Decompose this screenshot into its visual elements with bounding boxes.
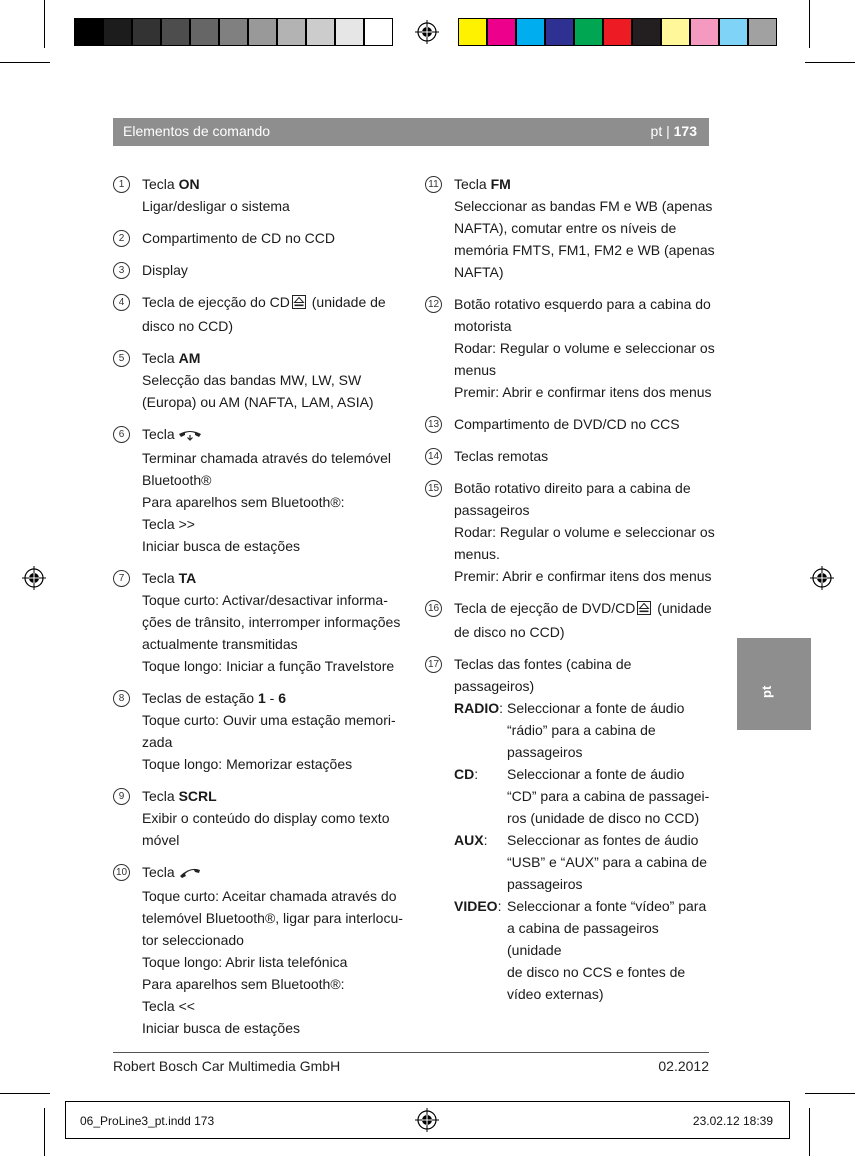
text-fragment: Seleccionar a fonte “vídeo” para <box>507 898 707 914</box>
item-line <box>454 565 715 587</box>
left-column <box>113 173 403 1049</box>
item-line <box>454 413 715 435</box>
item-line <box>142 861 403 885</box>
color-swatch <box>248 18 277 46</box>
text-fragment: Para aparelhos sem Bluetooth®: <box>142 494 345 510</box>
text-fragment: ros (unidade de disco no CCD) <box>507 810 700 826</box>
text-fragment: “CD” para a cabina de passagei- <box>507 788 710 804</box>
source-definition <box>454 829 715 895</box>
text-fragment: tor seleccionado <box>142 932 244 948</box>
text-fragment: Tecla <box>142 788 179 804</box>
item-number-badge: 3 <box>113 262 130 279</box>
text-fragment: actualmente transmitidas <box>142 636 298 652</box>
item-line <box>142 633 403 655</box>
item-line <box>142 347 403 369</box>
slug-timestamp: 23.02.12 18:39 <box>692 1114 773 1128</box>
text-fragment: Iniciar busca de estações <box>142 1020 300 1036</box>
list-item <box>425 597 715 643</box>
color-swatch <box>516 18 545 46</box>
item-line <box>454 543 715 565</box>
slug-filename: 06_ProLine3_pt.indd 173 <box>80 1114 215 1128</box>
text-fragment: Toque longo: Iniciar a função Travelstore <box>142 658 395 674</box>
item-line <box>454 261 715 283</box>
item-line <box>142 929 403 951</box>
text-fragment: “USB” e “AUX” para a cabina de <box>507 854 707 870</box>
crop-mark <box>809 0 810 48</box>
list-item <box>425 445 715 467</box>
text-fragment: Tecla <box>142 570 179 586</box>
text-fragment: Exibir o conteúdo do display como texto <box>142 810 390 826</box>
item-line <box>142 687 403 709</box>
list-item <box>113 347 403 413</box>
color-swatch <box>132 18 161 46</box>
text-fragment: Toque longo: Abrir lista telefónica <box>142 954 348 970</box>
key-label: TA <box>178 570 197 586</box>
footer-company: Robert Bosch Car Multimedia GmbH <box>113 1058 341 1074</box>
text-fragment: móvel <box>142 832 180 848</box>
item-number-badge: 8 <box>113 690 130 707</box>
text-fragment: Seleccionar a fonte de áudio <box>507 700 685 716</box>
list-item <box>425 653 715 1005</box>
color-swatch <box>277 18 306 46</box>
key-label: FM <box>490 176 511 192</box>
definition-key <box>454 895 507 1005</box>
text-fragment: Tecla <box>142 426 175 442</box>
text-fragment: Toque longo: Memorizar estações <box>142 756 353 772</box>
item-line <box>142 973 403 995</box>
text-fragment: “rádio” para a cabina de <box>507 722 656 738</box>
text-fragment: memória FMTS, FM1, FM2 e WB (apenas <box>454 242 715 258</box>
text-fragment: vídeo externas) <box>507 986 604 1002</box>
text-fragment: Botão rotativo direito para a cabina de <box>454 480 691 496</box>
color-swatch <box>335 18 364 46</box>
item-line <box>142 731 403 753</box>
item-line <box>454 315 715 337</box>
list-item <box>425 413 715 435</box>
text-fragment: Botão rotativo esquerdo para a cabina do <box>454 296 711 312</box>
item-number-badge: 4 <box>113 294 130 311</box>
text-fragment: Bluetooth® <box>142 472 212 488</box>
item-line <box>454 477 715 499</box>
text-fragment: Tecla <box>142 864 175 880</box>
item-number-badge: 16 <box>425 600 442 617</box>
item-line <box>142 173 403 195</box>
registration-mark-icon <box>810 566 834 590</box>
list-item <box>113 227 403 249</box>
item-number-badge: 10 <box>113 864 130 881</box>
definition-value <box>507 697 715 763</box>
item-line <box>454 173 715 195</box>
item-number-badge: 17 <box>425 656 442 673</box>
item-line <box>454 597 715 621</box>
item-line <box>142 291 403 315</box>
item-line <box>454 239 715 261</box>
item-line <box>142 829 403 851</box>
footer-rule <box>113 1052 709 1053</box>
key-label: CD <box>454 766 475 782</box>
list-item <box>113 567 403 677</box>
color-swatch <box>574 18 603 46</box>
item-line <box>142 315 403 337</box>
text-fragment: Premir: Abrir e confirmar itens dos menus <box>454 568 712 584</box>
item-line <box>142 369 403 391</box>
item-number-badge: 5 <box>113 350 130 367</box>
item-line <box>142 995 403 1017</box>
item-line <box>454 195 715 217</box>
item-line <box>454 293 715 315</box>
text-fragment: Seleccionar as bandas FM e WB (apenas <box>454 198 713 214</box>
source-definition <box>454 895 715 1005</box>
item-line <box>142 195 403 217</box>
color-swatch <box>719 18 748 46</box>
color-swatch <box>632 18 661 46</box>
text-fragment: Toque curto: Aceitar chamada através do <box>142 888 397 904</box>
color-swatch <box>161 18 190 46</box>
text-fragment: - <box>265 690 279 706</box>
key-label: AUX <box>454 832 484 848</box>
list-item <box>425 293 715 403</box>
crop-mark <box>0 62 50 63</box>
item-line <box>142 491 403 513</box>
list-item <box>113 423 403 557</box>
list-item <box>113 173 403 217</box>
text-fragment: motorista <box>454 318 512 334</box>
item-number-badge: 14 <box>425 448 442 465</box>
item-line <box>142 535 403 557</box>
text-fragment: a cabina de passageiros (unidade <box>507 920 659 958</box>
accept-call-icon <box>177 863 203 885</box>
text-fragment: ções de trânsito, interromper informações <box>142 614 401 630</box>
color-swatch <box>458 18 487 46</box>
crop-mark <box>0 1093 50 1094</box>
item-number-badge: 2 <box>113 230 130 247</box>
text-fragment: de disco no CCS e fontes de <box>507 964 686 980</box>
item-line <box>142 655 403 677</box>
item-line <box>142 567 403 589</box>
text-fragment: passageiros <box>454 502 530 518</box>
item-number-badge: 7 <box>113 570 130 587</box>
list-item <box>113 861 403 1039</box>
item-line <box>142 785 403 807</box>
separator: : <box>474 766 479 782</box>
color-swatch <box>364 18 393 46</box>
text-fragment: (unidade de <box>307 294 386 310</box>
item-line <box>142 709 403 731</box>
item-line <box>142 611 403 633</box>
color-swatch <box>545 18 574 46</box>
text-fragment: Teclas de estação <box>142 690 258 706</box>
text-fragment: Teclas das fontes (cabina de passageiros) <box>454 656 632 694</box>
list-item <box>113 291 403 337</box>
separator: : <box>483 832 488 848</box>
eject-icon <box>637 599 651 621</box>
end-call-icon <box>177 425 203 447</box>
item-line <box>454 359 715 381</box>
text-fragment: Tecla <box>142 350 179 366</box>
item-line <box>142 447 403 469</box>
crop-mark <box>805 1093 855 1094</box>
color-swatch <box>103 18 132 46</box>
text-fragment: Toque curto: Activar/desactivar informa- <box>142 592 388 608</box>
item-line <box>142 807 403 829</box>
text-fragment: Tecla de ejecção do CD <box>142 294 290 310</box>
key-label: VIDEO <box>454 898 498 914</box>
registration-mark-icon <box>415 20 439 44</box>
eject-icon <box>292 293 306 315</box>
language-code: pt | <box>650 123 670 139</box>
item-line <box>142 513 403 535</box>
page-num: 173 <box>673 123 697 139</box>
item-number-badge: 11 <box>425 176 442 193</box>
color-swatch <box>661 18 690 46</box>
definition-value <box>507 829 715 895</box>
key-label: SCRL <box>178 788 217 804</box>
text-fragment: de disco no CCD) <box>454 624 565 640</box>
text-fragment: NAFTA), comutar entre os níveis de <box>454 220 677 236</box>
separator: : <box>497 898 502 914</box>
text-fragment: Para aparelhos sem Bluetooth®: <box>142 976 345 992</box>
text-fragment: Teclas remotas <box>454 448 549 464</box>
item-line <box>142 391 403 413</box>
definition-value <box>507 763 715 829</box>
source-definition <box>454 697 715 763</box>
crop-mark <box>44 0 45 48</box>
list-item <box>425 173 715 283</box>
key-label: RADIO <box>454 700 500 716</box>
key-label: 6 <box>278 690 287 706</box>
language-side-tab <box>737 638 811 730</box>
definition-key <box>454 829 507 895</box>
item-line <box>454 217 715 239</box>
text-fragment: (Europa) ou AM (NAFTA, LAM, ASIA) <box>142 394 374 410</box>
key-label: ON <box>178 176 200 192</box>
item-line <box>142 259 403 281</box>
registration-mark-icon <box>22 566 46 590</box>
item-number-badge: 15 <box>425 480 442 497</box>
text-fragment: Tecla >> <box>142 516 195 532</box>
text-fragment: Tecla <box>454 176 491 192</box>
item-line <box>454 337 715 359</box>
item-line <box>142 227 403 249</box>
page-number <box>651 123 697 139</box>
crop-mark <box>809 1108 810 1156</box>
text-fragment: menus. <box>454 546 500 562</box>
crop-mark <box>44 1108 45 1156</box>
text-fragment: Seleccionar as fontes de áudio <box>507 832 699 848</box>
text-fragment: Compartimento de CD no CCD <box>142 230 335 246</box>
text-fragment: (unidade <box>653 600 712 616</box>
item-line <box>454 521 715 543</box>
definition-key <box>454 763 507 829</box>
item-number-badge: 9 <box>113 788 130 805</box>
text-fragment: Premir: Abrir e confirmar itens dos menus <box>454 384 712 400</box>
item-number-badge: 6 <box>113 426 130 443</box>
text-fragment: Tecla de ejecção de DVD/CD <box>454 600 636 616</box>
separator: : <box>499 700 504 716</box>
definition-value <box>507 895 715 1005</box>
item-line <box>454 445 715 467</box>
item-number-badge: 1 <box>113 176 130 193</box>
footer-date: 02.2012 <box>658 1058 709 1074</box>
color-swatch <box>74 18 103 46</box>
item-line <box>454 653 715 697</box>
color-swatch <box>306 18 335 46</box>
item-line <box>142 753 403 775</box>
text-fragment: Terminar chamada através do telemóvel <box>142 450 392 466</box>
text-fragment: zada <box>142 734 173 750</box>
text-fragment: menus <box>454 362 497 378</box>
text-fragment: Iniciar busca de estações <box>142 538 300 554</box>
item-line <box>142 885 403 907</box>
item-line <box>142 469 403 491</box>
text-fragment: Tecla <box>142 176 179 192</box>
text-fragment: Tecla << <box>142 998 195 1014</box>
text-fragment: passageiros <box>507 744 583 760</box>
text-fragment: passageiros <box>507 876 583 892</box>
color-swatch <box>487 18 516 46</box>
text-fragment: Toque curto: Ouvir uma estação memori- <box>142 712 396 728</box>
text-fragment: Rodar: Regular o volume e seleccionar os <box>454 524 715 540</box>
list-item <box>113 687 403 775</box>
side-tab-label: pt <box>759 685 774 698</box>
color-swatch <box>603 18 632 46</box>
source-definition <box>454 763 715 829</box>
section-title: Elementos de comando <box>123 123 271 139</box>
color-swatch <box>190 18 219 46</box>
list-item <box>113 785 403 851</box>
list-item <box>113 259 403 281</box>
definition-key <box>454 697 507 763</box>
text-fragment: disco no CCD) <box>142 318 234 334</box>
item-line <box>142 1017 403 1039</box>
text-fragment: Ligar/desligar o sistema <box>142 198 290 214</box>
text-fragment: Rodar: Regular o volume e seleccionar os <box>454 340 715 356</box>
crop-mark <box>805 62 855 63</box>
text-fragment: NAFTA) <box>454 264 504 280</box>
key-label: 1 <box>257 690 266 706</box>
key-label: AM <box>178 350 201 366</box>
item-line <box>142 589 403 611</box>
color-swatch <box>690 18 719 46</box>
text-fragment: telemóvel Bluetooth®, ligar para interlocu- <box>142 910 403 926</box>
item-number-badge: 12 <box>425 296 442 313</box>
list-item <box>425 477 715 587</box>
item-line <box>454 381 715 403</box>
color-swatch <box>219 18 248 46</box>
text-fragment: Compartimento de DVD/CD no CCS <box>454 416 680 432</box>
right-column <box>425 173 715 1015</box>
text-fragment: Display <box>142 262 188 278</box>
item-line <box>142 423 403 447</box>
text-fragment: Seleccionar a fonte de áudio <box>507 766 685 782</box>
item-line <box>142 951 403 973</box>
item-number-badge: 13 <box>425 416 442 433</box>
item-line <box>454 621 715 643</box>
text-fragment: Selecção das bandas MW, LW, SW <box>142 372 362 388</box>
page-header <box>113 118 709 146</box>
item-line <box>454 499 715 521</box>
item-line <box>142 907 403 929</box>
color-swatch <box>748 18 777 46</box>
